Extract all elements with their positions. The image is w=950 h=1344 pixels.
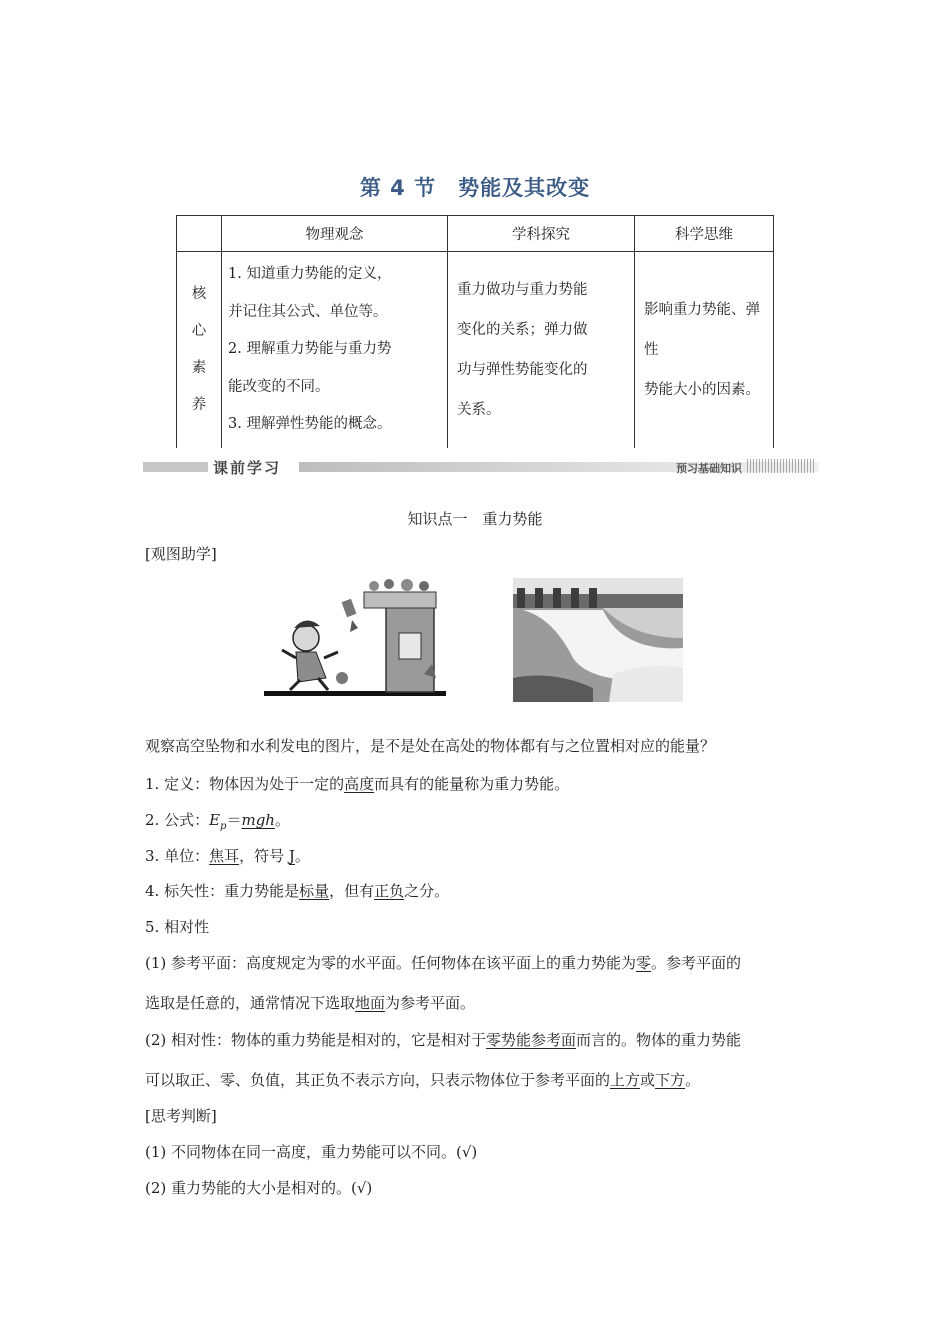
subscript: p — [220, 821, 227, 832]
underlined-answer: 下方 — [655, 1071, 686, 1089]
cell-line: 1. 知道重力势能的定义， — [228, 266, 392, 282]
text: 或 — [640, 1071, 656, 1089]
text: 之分。 — [404, 882, 450, 900]
table-corner-cell — [177, 216, 222, 252]
think-judge-heading: [思考判断] — [145, 1107, 217, 1125]
text: 。 — [294, 847, 310, 865]
text: 而言的。物体的重力势能 — [576, 1031, 742, 1049]
definition-line — [145, 773, 569, 794]
relativity-heading: 5. 相对性 — [145, 918, 210, 936]
text: 可以取正、零、负值，其正负不表示方向，只表示物体位于参考平面的 — [145, 1071, 611, 1089]
reference-plane-line-2 — [145, 992, 475, 1013]
cell-line: 影响重力势能、弹性 — [644, 301, 760, 358]
underlined-answer: 正负 — [374, 882, 405, 900]
row-label-char: 核 — [191, 285, 207, 302]
cell-line: 并记住其公式、单位等。 — [228, 303, 388, 320]
thinking-cell — [635, 252, 774, 448]
text: 1. 定义：物体因为处于一定的 — [145, 775, 345, 793]
text: 选取是任意的，通常情况下选取 — [145, 994, 356, 1012]
row-label-core-literacy — [177, 252, 222, 448]
hydropower-dam-photo — [513, 578, 683, 702]
inquiry-cell — [448, 252, 635, 448]
section-banner — [143, 457, 816, 477]
text: 。 — [274, 811, 290, 829]
header-physics-concept: 物理观念 — [222, 216, 448, 252]
table-header-row — [177, 216, 774, 252]
judge-item: (1) 不同物体在同一高度，重力势能可以不同。(√) — [145, 1143, 478, 1161]
judge-item: (2) 重力势能的大小是相对的。(√) — [145, 1179, 373, 1197]
underlined-answer: 零 — [636, 954, 652, 972]
energy-symbol: E — [209, 811, 221, 829]
text: 而具有的能量称为重力势能。 — [374, 775, 570, 793]
reference-plane-line-1 — [145, 952, 741, 973]
text: 4. 标矢性：重力势能是 — [145, 882, 300, 900]
physics-concept-cell — [222, 252, 448, 448]
banner-label: 课前学习 — [213, 459, 282, 477]
cell-line: 2. 理解重力势能与重力势 — [228, 341, 392, 357]
text: (1) 参考平面：高度规定为零的水平面。任何物体在该平面上的重力势能为 — [145, 954, 637, 972]
row-label-char: 养 — [191, 396, 207, 413]
scalar-line — [145, 880, 449, 901]
core-literacy-table — [176, 215, 774, 448]
cell-line: 关系。 — [457, 401, 501, 418]
table-row — [177, 252, 774, 448]
text: 为参考平面。 — [385, 994, 476, 1012]
relativity-line-1 — [145, 1029, 741, 1050]
section-name: 势能及其改变 — [458, 176, 591, 200]
row-label-char: 素 — [191, 359, 207, 376]
formula-line — [145, 809, 290, 832]
relativity-line-2 — [145, 1069, 700, 1090]
page-title — [0, 172, 950, 202]
cell-line: 能改变的不同。 — [228, 378, 330, 395]
cell-line: 3. 理解弹性势能的概念。 — [228, 416, 392, 432]
unit-line — [145, 845, 310, 866]
underlined-answer: mgh — [241, 811, 275, 829]
cell-line: 变化的关系；弹力做 — [457, 321, 588, 338]
cell-line: 势能大小的因素。 — [644, 381, 760, 398]
text: 3. 单位： — [145, 847, 210, 865]
underlined-answer: 焦耳 — [209, 847, 240, 865]
row-label-char: 心 — [191, 322, 207, 339]
knowledge-point-title: 知识点一 重力势能 — [407, 510, 543, 528]
underlined-answer: 地面 — [355, 994, 386, 1012]
cell-line: 功与弹性势能变化的 — [457, 361, 588, 378]
underlined-answer: 零势能参考面 — [486, 1031, 577, 1049]
underlined-answer: 标量 — [299, 882, 330, 900]
text: 。参考平面的 — [651, 954, 742, 972]
text: ，但有 — [329, 882, 375, 900]
observe-question: 观察高空坠物和水利发电的图片，是不是处在高处的物体都有与之位置相对应的能量？ — [145, 737, 716, 755]
banner-tag: 预习基础知识 — [676, 462, 742, 475]
falling-objects-illustration — [264, 578, 446, 702]
text: 。 — [685, 1071, 701, 1089]
cell-line: 重力做功与重力势能 — [457, 281, 588, 298]
banner-ticks-decoration — [747, 459, 815, 473]
header-inquiry: 学科探究 — [448, 216, 635, 252]
text: 2. 公式： — [145, 811, 210, 829]
text: ，符号 — [239, 847, 289, 865]
underlined-answer: 高度 — [344, 775, 375, 793]
banner-bar-left — [143, 462, 208, 472]
text: (2) 相对性：物体的重力势能是相对的，它是相对于 — [145, 1031, 487, 1049]
underlined-answer: J — [288, 847, 295, 865]
observe-heading: [观图助学] — [145, 545, 217, 563]
underlined-answer: 上方 — [610, 1071, 641, 1089]
header-thinking: 科学思维 — [635, 216, 774, 252]
section-number: 第 4 节 — [359, 176, 437, 200]
equals-sign: ＝ — [226, 811, 242, 829]
